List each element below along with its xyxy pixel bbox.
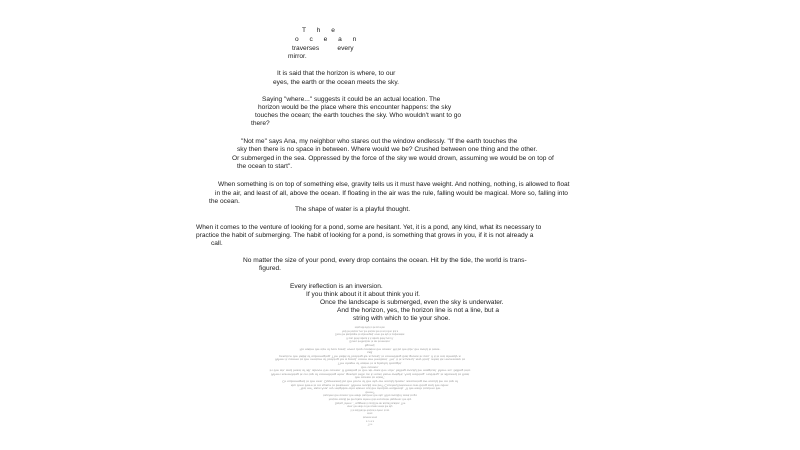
stanza-line: figured. bbox=[259, 265, 281, 272]
stanza-line: in the air, and least of all, above the ocean. If floating in the air was the rule, falling would be magical. More so, falling into bbox=[215, 190, 568, 197]
reflection-line: When it comes to the venture of looking for a pond, some are hesitant. Yet, it is a pond, any kind, what its necessary to bbox=[274, 357, 466, 362]
reflection-line: touches the ocean; the earth touches the sky. Who wouldn't want to go bbox=[323, 393, 417, 398]
stanza-line: The shape of water is a playful thought. bbox=[295, 206, 411, 213]
stanza-line: touches the ocean; the earth touches the sky. Who wouldn't want to go bbox=[255, 112, 462, 119]
reflection-line: T h e bbox=[367, 422, 373, 427]
stanza-line: horizon would be the place where this encounter happens: the sky bbox=[258, 104, 452, 111]
reflection-line: Saying "where..." suggests it could be an actual location. The bbox=[334, 401, 406, 405]
reflection-line: It is said that the horizon is where, to our bbox=[350, 408, 390, 413]
stanza-line: string with which to tie your shoe. bbox=[353, 315, 451, 322]
reflection-line: And the horizon, yes, the horizon line is not a line, but a bbox=[341, 329, 399, 333]
reflection-line: there? bbox=[365, 390, 375, 395]
stanza-line: Once the landscape is submerged, even the sky is underwater. bbox=[320, 299, 504, 306]
stanza-line: call. bbox=[211, 240, 223, 247]
stanza-line: practice the habit of submerging. The habit of looking for a pond, is something that grows in you, if it is not already a bbox=[196, 232, 534, 239]
stanza-line: the ocean to start". bbox=[237, 163, 293, 170]
stanza-line: Or submerged in the sea. Oppressed by the force of the sky we would drown, assuming we would be on top of bbox=[232, 155, 554, 162]
stanza-line: "Not me" says Ana, my neighbor who stares out the window endlessly. "If the earth touches the bbox=[241, 138, 518, 145]
reflection-line: Or submerged in the sea. Oppressed by the force of the sky we would drown, assuming we would be on top of bbox=[282, 379, 458, 384]
stanza-line: sky then there is no space in between. Where would we be? Crushed between one thing and the other. bbox=[237, 146, 538, 153]
reflection-line: figured. bbox=[364, 343, 376, 348]
reflection-line: mirror. bbox=[367, 411, 373, 416]
reflection-line: eyes, the earth or the ocean meets the sky. bbox=[347, 404, 393, 409]
title-line: mirror. bbox=[288, 53, 307, 60]
reflection-line: o c e a n bbox=[366, 419, 374, 423]
reflection-line: call. bbox=[366, 350, 374, 355]
reflection-line: traverses every bbox=[362, 415, 378, 420]
reflection-line: practice the habit of submerging. The habit of looking for a pond, is something that grows in you, if it is not already a bbox=[279, 354, 461, 359]
stanza-line: And the horizon, yes, the horizon line is not a line, but a bbox=[337, 307, 500, 314]
title-line: T h e bbox=[302, 27, 340, 34]
stanza-line: If you think about it it about think you if. bbox=[306, 291, 420, 298]
title-line: traverses every bbox=[292, 45, 354, 52]
stanza-line: It is said that the horizon is where, to our bbox=[277, 70, 396, 77]
stanza-line: When it comes to the venture of looking for a pond, some are hesitant. Yet, it is a pond, any kind, what its necessary to bbox=[196, 224, 542, 231]
title-line: o c e a n bbox=[295, 36, 361, 43]
reflection-line: No matter the size of your pond, every drop contains the ocean. Hit by the tide, the world is trans- bbox=[299, 347, 441, 351]
stanza-line: Every ireflection is an inversion. bbox=[290, 283, 383, 290]
reflection-line: in the air, and least of all, above the ocean. If floating in the air was the rule, falling would be magical. More so, falling into bbox=[269, 368, 471, 373]
reflection-line: the ocean to start". bbox=[354, 375, 386, 380]
stanza-line: there? bbox=[251, 120, 270, 127]
reflection-line: "Not me" says Ana, my neighbor who stares out the window endlessly. "If the earth touches the bbox=[299, 386, 441, 391]
reflection-line: When something is on top of something else, gravity tells us it must have weight. And nothing, nothing, is allowed to float bbox=[270, 372, 470, 377]
stanza-line: the ocean. bbox=[209, 198, 240, 205]
reflection-line: If you think about it it about think you if. bbox=[346, 336, 394, 341]
reflection-line: The shape of water is a playful thought. bbox=[337, 361, 403, 366]
reflection-line: the ocean. bbox=[361, 365, 379, 369]
reflection-line: Once the landscape is submerged, even the sky is underwater. bbox=[334, 332, 406, 337]
reflection-line: string with which to tie your shoe. bbox=[354, 325, 386, 330]
stanza-line: When something is on top of something else, gravity tells us it must have weight. And nothing, nothing, is allowed to float bbox=[218, 181, 570, 188]
stanza-line: Saying "where..." suggests it could be an actual location. The bbox=[262, 96, 441, 103]
stanza-line: No matter the size of your pond, every drop contains the ocean. Hit by the tide, the world is trans- bbox=[243, 257, 527, 264]
reflection-line: Every ireflection is an inversion. bbox=[349, 339, 391, 344]
reflection-line: horizon would be the place where this encounter happens: the sky bbox=[328, 397, 412, 402]
reflection-line: sky then there is no space in between. Where would we be? Crushed between one thing and the other. bbox=[290, 383, 450, 387]
stanza-line: eyes, the earth or the ocean meets the sky. bbox=[273, 79, 399, 86]
